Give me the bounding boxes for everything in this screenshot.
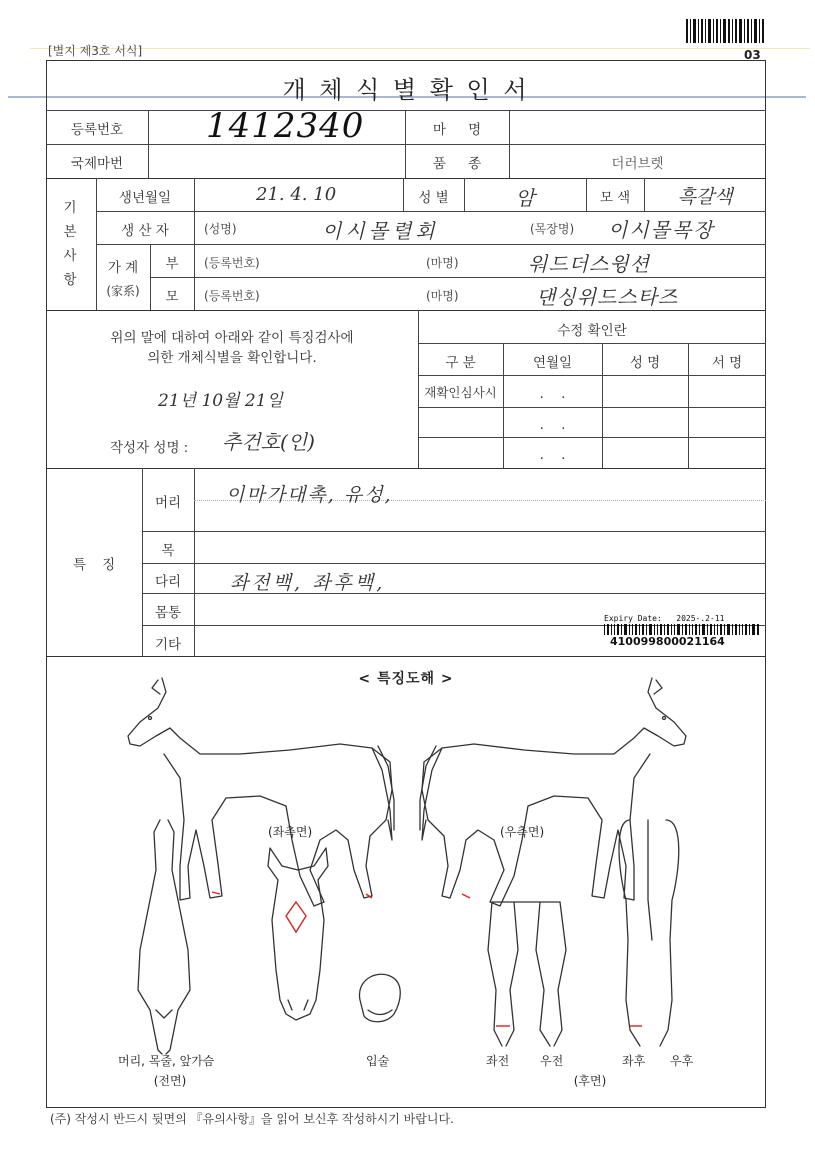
head-front-view xyxy=(268,848,328,1020)
left-side-label: (좌측면) xyxy=(268,825,313,839)
rear-view xyxy=(619,820,679,1046)
left-front-label: 좌전 xyxy=(486,1054,510,1068)
right-side-horse xyxy=(420,678,686,906)
sire-label: 부 xyxy=(165,256,179,272)
producer-label: 생 산 자 xyxy=(121,223,169,239)
statement-line2: 의한 개체식별을 확인합니다. xyxy=(147,350,317,366)
color-value: 흑갈색 xyxy=(677,186,733,208)
sire-name-value: 워드더스윙션 xyxy=(528,252,650,276)
expiry-date: Expiry Date: 2025-.2-11 xyxy=(604,614,725,623)
etc-label: 기타 xyxy=(154,637,182,653)
left-hind-label: 좌후 xyxy=(622,1054,646,1068)
right-front-label: 우전 xyxy=(540,1054,564,1068)
lips-label: 입술 xyxy=(366,1054,390,1068)
page-number: 03 xyxy=(744,48,761,62)
basic-section-label: 기 본 사 항 xyxy=(63,200,77,288)
features-section-label: 특 징 xyxy=(72,557,116,573)
confirm-date: 21년 10월 21일 xyxy=(158,391,283,411)
leg-label: 다리 xyxy=(154,574,182,590)
pedigree-hanja: (家系) xyxy=(106,284,140,298)
intl-no-label: 국제마번 xyxy=(70,156,124,172)
pedigree-label: 가 계 xyxy=(107,260,139,276)
statement-line1: 위의 말에 대하여 아래와 같이 특징검사에 xyxy=(110,330,354,346)
left-side-horse xyxy=(128,678,394,906)
color-label: 모 색 xyxy=(599,190,631,206)
sire-name-label: (마명) xyxy=(426,256,459,270)
head-value: 이마가대촉, 유성, xyxy=(226,484,393,506)
body-label: 몸통 xyxy=(154,605,182,621)
farm-value: 이시몰목장 xyxy=(608,218,715,242)
left-front-mark xyxy=(212,892,220,894)
diagram-title: < 특징도해 > xyxy=(358,671,454,687)
dam-reg-label: (등록번호) xyxy=(204,289,260,303)
front-chest-view xyxy=(138,820,190,1054)
head-label: 머리 xyxy=(154,495,182,511)
farm-label: (목장명) xyxy=(530,222,575,236)
scan-line-yellow xyxy=(30,48,810,49)
writer-value: 추건호(인) xyxy=(222,430,315,454)
row1-date: . . xyxy=(539,386,566,402)
form-reference: [별지 제3호 서식] xyxy=(48,44,143,58)
row2-date: . . xyxy=(539,417,566,433)
sex-value: 암 xyxy=(515,186,535,210)
row1-label: 재확인심사시 xyxy=(424,385,497,400)
breed-label: 품 종 xyxy=(432,156,482,172)
dam-name-value: 댄싱위드스타즈 xyxy=(536,285,679,309)
leg-value: 좌전백, 좌후백, xyxy=(230,572,386,594)
head-star-mark xyxy=(286,902,306,932)
col-category: 구 분 xyxy=(445,355,476,371)
front-legs-view xyxy=(488,902,566,1046)
lips-view xyxy=(359,974,400,1022)
front-view-label: (전면) xyxy=(153,1074,187,1088)
revision-title: 수정 확인란 xyxy=(557,323,627,339)
rear-view-label: (후면) xyxy=(573,1074,607,1088)
horse-diagram xyxy=(100,670,720,1070)
chip-number: 410099800021164 xyxy=(610,635,725,648)
reg-no-label: 등록번호 xyxy=(70,122,124,138)
right-side-label: (우측면) xyxy=(500,825,545,839)
dam-label: 모 xyxy=(165,289,179,305)
col-date: 연월일 xyxy=(532,355,573,371)
sex-label: 성 별 xyxy=(418,190,449,206)
col-name: 성 명 xyxy=(629,355,661,371)
footer-note: (주) 작성시 반드시 뒷면의 『유의사항』을 읽어 보신후 작성하시기 바랍니다. xyxy=(50,1112,454,1126)
col-sign: 서 명 xyxy=(711,355,743,371)
reg-no-value: 1412340 xyxy=(206,106,365,146)
right-front-mark xyxy=(462,894,470,898)
dam-name-label: (마명) xyxy=(426,289,459,303)
birth-label: 생년월일 xyxy=(118,190,172,206)
breed-value: 더러브렛 xyxy=(611,156,664,172)
sire-reg-label: (등록번호) xyxy=(204,256,260,270)
row3-date: . . xyxy=(539,447,566,463)
writer-label: 작성자 성명 : xyxy=(110,440,189,456)
producer-name-label: (성명) xyxy=(204,222,237,236)
top-barcode xyxy=(686,19,764,43)
horse-name-label: 마 명 xyxy=(432,122,482,138)
neck-label: 목 xyxy=(161,543,175,559)
producer-name-value: 이시몰렬회 xyxy=(322,219,439,243)
front-caption: 머리, 목줄, 앞가슴 xyxy=(118,1054,215,1068)
right-hind-label: 우후 xyxy=(670,1054,694,1068)
birth-value: 21. 4. 10 xyxy=(256,184,337,205)
chip-barcode xyxy=(604,624,760,635)
document-title: 개 체 식 별 확 인 서 xyxy=(282,76,530,104)
